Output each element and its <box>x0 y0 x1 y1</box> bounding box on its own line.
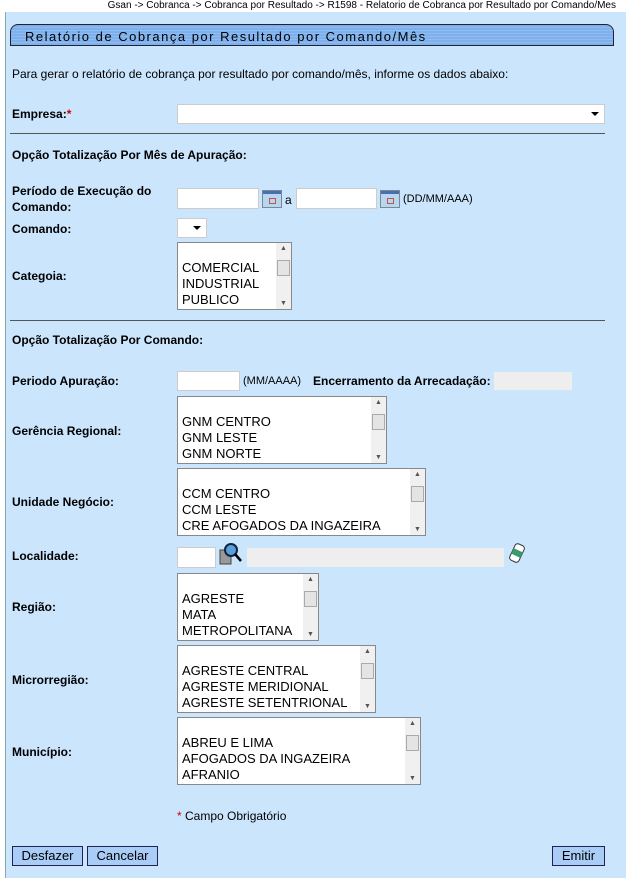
scroll-up-icon[interactable]: ▲ <box>375 399 382 406</box>
regiao-listbox[interactable] <box>177 573 319 641</box>
regiao-label: Região: <box>12 600 57 614</box>
section-por-comando: Opção Totalização Por Comando: <box>12 333 204 347</box>
microrregiao-label: Microrregião: <box>12 673 89 687</box>
list-option[interactable] <box>178 243 291 260</box>
list-option[interactable]: AFRANIO <box>182 767 240 782</box>
list-option[interactable]: AGRESTE MERIDIONAL <box>182 679 329 694</box>
empresa-label-text: Empresa: <box>12 107 67 121</box>
breadcrumb: Gsan -> Cobranca -> Cobranca por Resultado -> R1598 - Relatorio de Cobranca por Resultado por Comando/Mes <box>107 0 616 11</box>
emitir-button[interactable]: Emitir <box>552 846 605 866</box>
scrollbar[interactable] <box>276 243 291 309</box>
municipio-listbox[interactable] <box>177 717 421 785</box>
localidade-name-input <box>247 548 504 567</box>
periodo-format-hint: (MM/AAAA) <box>243 375 302 387</box>
scrollbar[interactable] <box>303 574 318 640</box>
list-option[interactable]: AGRESTE SETENTRIONAL <box>182 695 348 710</box>
scroll-thumb[interactable] <box>361 663 374 679</box>
scroll-down-icon[interactable]: ▼ <box>375 454 382 461</box>
date-format-hint: (DD/MM/AAA) <box>403 193 473 205</box>
list-option[interactable] <box>178 718 420 735</box>
cancelar-button[interactable]: Cancelar <box>87 846 158 866</box>
section-mes-apuracao: Opção Totalização Por Mês de Apuração: <box>12 148 247 162</box>
scroll-down-icon[interactable]: ▼ <box>364 703 371 710</box>
localidade-label: Localidade: <box>12 549 79 563</box>
scrollbar[interactable] <box>410 469 425 535</box>
range-separator: a <box>285 193 292 207</box>
scroll-thumb[interactable] <box>304 591 317 607</box>
periodo-execucao-label: Período de Execução do <box>12 184 152 198</box>
localidade-code-input[interactable] <box>177 547 216 568</box>
list-option[interactable]: CRE AFOGADOS DA INGAZEIRA <box>182 518 381 533</box>
scroll-up-icon[interactable]: ▲ <box>307 576 314 583</box>
empresa-select[interactable] <box>177 104 605 124</box>
list-option[interactable]: CCM LESTE <box>182 502 257 517</box>
divider <box>10 133 605 134</box>
scroll-up-icon[interactable]: ▲ <box>364 648 371 655</box>
municipio-label: Município: <box>12 745 72 759</box>
scroll-up-icon[interactable]: ▲ <box>414 471 421 478</box>
list-option[interactable]: GNM CENTRO <box>182 414 271 429</box>
periodo-apuracao-input[interactable] <box>177 371 240 391</box>
encerramento-input <box>494 372 572 390</box>
scroll-down-icon[interactable]: ▼ <box>414 526 421 533</box>
chevron-down-icon <box>193 226 201 230</box>
list-option[interactable]: INDUSTRIAL <box>182 276 260 291</box>
periodo-execucao-label-2: Comando: <box>12 200 72 214</box>
list-option[interactable]: ABREU E LIMA <box>182 735 274 750</box>
list-option[interactable]: AGRESTE <box>182 591 245 606</box>
required-note-text: Campo Obrigatório <box>181 809 287 823</box>
list-option[interactable]: PUBLICO <box>182 292 240 307</box>
chevron-down-icon <box>591 112 599 116</box>
desfazer-button[interactable]: Desfazer <box>12 846 83 866</box>
empresa-label <box>12 107 71 121</box>
microrregiao-listbox[interactable] <box>177 645 376 713</box>
list-option[interactable]: GNM LESTE <box>182 430 258 445</box>
scrollbar[interactable] <box>360 646 375 712</box>
scroll-thumb[interactable] <box>406 735 419 751</box>
scroll-thumb[interactable] <box>277 260 290 276</box>
scroll-down-icon[interactable]: ▼ <box>280 300 287 307</box>
eraser-icon[interactable] <box>508 543 526 563</box>
scroll-thumb[interactable] <box>372 414 385 430</box>
categoria-label: Categoia: <box>12 269 67 283</box>
scrollbar[interactable] <box>371 397 386 463</box>
required-star: * <box>177 809 182 823</box>
list-option[interactable]: GNM NORTE <box>182 446 262 461</box>
periodo-execucao-inicio[interactable] <box>177 188 259 209</box>
list-option[interactable]: AGRESTE CENTRAL <box>182 663 309 678</box>
list-option[interactable] <box>178 646 375 663</box>
unidade-listbox[interactable] <box>177 468 426 536</box>
gerencia-label: Gerência Regional: <box>12 424 122 438</box>
list-option[interactable]: AFOGADOS DA INGAZEIRA <box>182 751 351 766</box>
scroll-down-icon[interactable]: ▼ <box>409 775 416 782</box>
list-option[interactable] <box>178 469 425 486</box>
page-title: Relatório de Cobrança por Resultado por Comando/Mês <box>10 24 614 46</box>
encerramento-label: Encerramento da Arrecadação: <box>313 374 491 388</box>
required-note <box>177 809 286 823</box>
gerencia-listbox[interactable] <box>177 396 387 464</box>
list-option[interactable]: METROPOLITANA <box>182 623 293 638</box>
scroll-up-icon[interactable]: ▲ <box>409 720 416 727</box>
comando-label: Comando: <box>12 222 72 236</box>
scroll-down-icon[interactable]: ▼ <box>307 631 314 638</box>
required-star: * <box>66 107 72 121</box>
periodo-apuracao-label: Periodo Apuração: <box>12 374 119 388</box>
search-icon[interactable] <box>219 542 243 566</box>
calendar-icon[interactable] <box>380 190 400 208</box>
intro-text: Para gerar o relatório de cobrança por resultado por comando/mês, informe os dados abaixo: <box>12 67 509 81</box>
scroll-up-icon[interactable]: ▲ <box>280 245 287 252</box>
list-option[interactable]: COMERCIAL <box>182 260 260 275</box>
unidade-label: Unidade Negócio: <box>12 495 115 509</box>
scrollbar[interactable] <box>405 718 420 784</box>
categoria-listbox[interactable] <box>177 242 292 310</box>
list-option[interactable]: MATA <box>182 607 217 622</box>
list-option[interactable] <box>178 574 318 591</box>
list-option[interactable]: CCM CENTRO <box>182 486 271 501</box>
calendar-icon[interactable] <box>262 190 282 208</box>
list-option[interactable] <box>178 397 386 414</box>
comando-select[interactable] <box>177 218 207 238</box>
divider <box>10 320 605 321</box>
periodo-execucao-fim[interactable] <box>296 188 377 209</box>
scroll-thumb[interactable] <box>411 486 424 502</box>
